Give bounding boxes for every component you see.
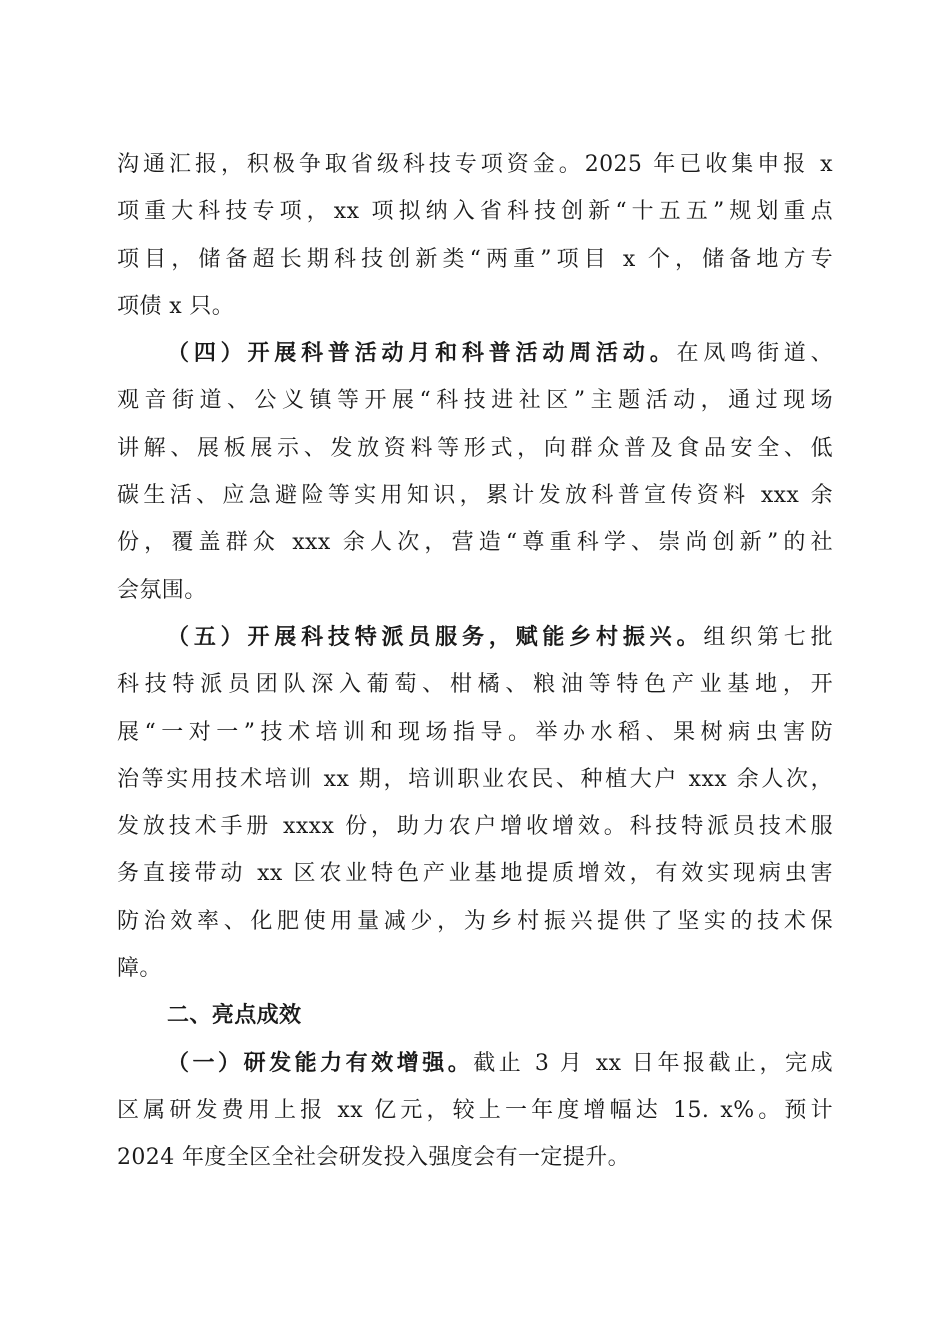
paragraph-lead: （四）开展科普活动月和科普活动周活动。 bbox=[167, 340, 677, 367]
text-line: 科技特派员团队深入葡萄、柑橘、粮油等特色产业基地，开 bbox=[117, 672, 833, 698]
text-line: 碳生活、应急避险等实用知识，累计发放科普宣传资料 xxx 余 bbox=[117, 483, 833, 509]
section-title: 二、亮点成效 bbox=[167, 1003, 302, 1029]
text-run: 组织第七批 bbox=[703, 624, 833, 650]
text-line: 2024 年度全区全社会研发投入强度会有一定提升。 bbox=[117, 1145, 630, 1171]
text-line: 项重大科技专项，xx 项拟纳入省科技创新“十五五”规划重点 bbox=[117, 199, 833, 225]
paragraph-first-line bbox=[117, 330, 833, 377]
text-line: 务直接带动 xx 区农业特色产业基地提质增效，有效实现病虫害 bbox=[117, 861, 833, 887]
text-line: 项目，储备超长期科技创新类“两重”项目 x 个，储备地方专 bbox=[117, 246, 833, 272]
text-line: 展“一对一”技术培训和现场指导。举办水稻、果树病虫害防 bbox=[117, 719, 833, 745]
paragraph-first-line bbox=[117, 614, 833, 661]
text-line: 观音街道、公义镇等开展“科技进社区”主题活动，通过现场 bbox=[117, 388, 833, 414]
document-body bbox=[117, 141, 833, 1182]
text-line: 防治效率、化肥使用量减少，为乡村振兴提供了坚实的技术保 bbox=[117, 908, 833, 934]
text-line: 沟通汇报，积极争取省级科技专项资金。2025 年已收集申报 x bbox=[117, 152, 833, 177]
text-line: 讲解、展板展示、发放资料等形式，向群众普及食品安全、低 bbox=[117, 435, 833, 461]
section-heading bbox=[117, 992, 833, 1039]
text-line: 份，覆盖群众 xxx 余人次，营造“尊重科学、崇尚创新”的社 bbox=[117, 530, 833, 556]
text-run: 在凤鸣街道、 bbox=[676, 341, 833, 367]
paragraph-funding bbox=[117, 141, 833, 330]
text-run: 截止 3 月 xx 日年报截止，完成 bbox=[473, 1050, 833, 1076]
paragraph-science-popularization bbox=[117, 330, 833, 614]
text-line: 区属研发费用上报 xx 亿元，较上一年度增幅达 15. x%。预计 bbox=[117, 1097, 833, 1123]
text-line: 发放技术手册 xxxx 份，助力农户增收增效。科技特派员技术服 bbox=[117, 814, 833, 840]
text-line: 障。 bbox=[117, 956, 162, 982]
text-line: 项债 x 只。 bbox=[117, 293, 235, 319]
paragraph-tech-commissioners bbox=[117, 614, 833, 992]
paragraph-first-line bbox=[117, 1040, 833, 1087]
text-line: 治等实用技术培训 xx 期，培训职业农民、种植大户 xxx 余人次， bbox=[117, 766, 833, 792]
paragraph-rd-capability bbox=[117, 1040, 833, 1182]
paragraph-lead: （五）开展科技特派员服务，赋能乡村振兴。 bbox=[167, 623, 704, 650]
text-line: 会氛围。 bbox=[117, 577, 207, 603]
paragraph-lead: （一）研发能力有效增强。 bbox=[167, 1049, 474, 1076]
